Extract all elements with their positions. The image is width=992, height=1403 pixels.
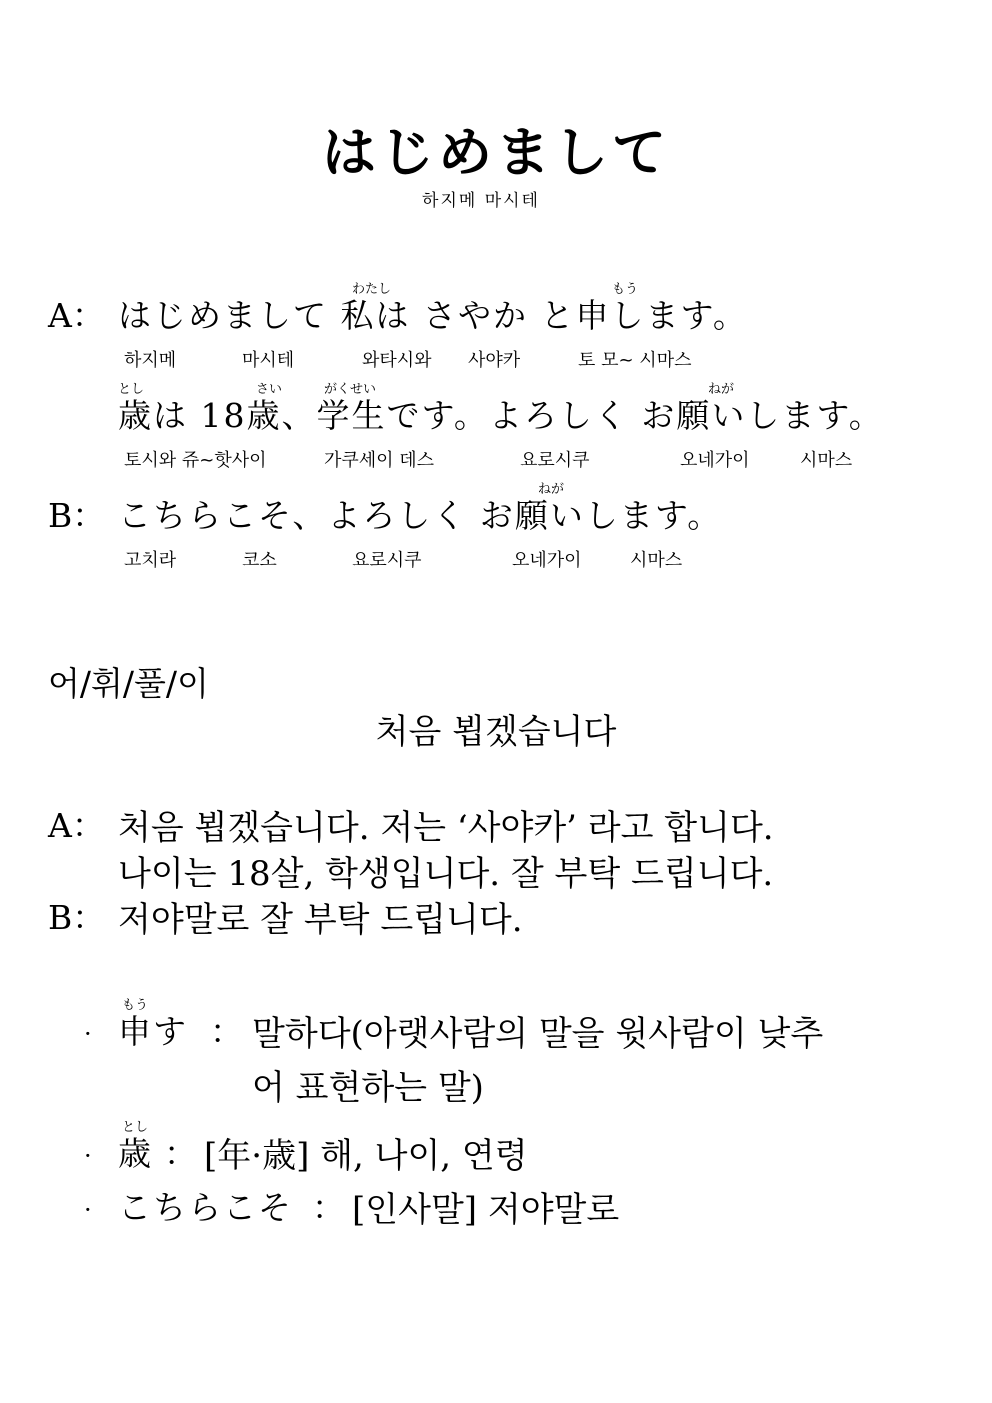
translation-title: 처음 뵙겠습니다 [375, 712, 617, 752]
reading-3e: 시마스 [630, 550, 683, 571]
reading-1c: 와타시와 [362, 350, 432, 371]
reading-3a: 고치라 [124, 550, 177, 571]
note-bullet-3: · [84, 1196, 92, 1224]
speaker-a: A： [48, 296, 105, 335]
note-2-meaning: [年·歳] 해, 나이, 연령 [204, 1136, 528, 1176]
page-subtitle-reading: 하지메 마시테 [422, 191, 540, 211]
note-1-meaning-cont: 어 표현하는 말) [252, 1068, 484, 1108]
dialogue-line-2: 歳は 18歳、学生です。よろしく お願いします。 [118, 396, 884, 435]
note-3-meaning: [인사말] 저야말로 [352, 1190, 620, 1230]
furigana-sai: さい [256, 382, 283, 397]
page-title: はじめまして [322, 120, 670, 184]
furigana-toshi: とし [118, 382, 145, 397]
note-1-furigana: もう [122, 998, 149, 1013]
reading-2d: 오네가이 [680, 450, 750, 471]
furigana-mou: もう [612, 282, 639, 297]
note-1-meaning: 말하다(아랫사람의 말을 윗사람이 낮추 [252, 1014, 824, 1054]
note-2-sep: ： [164, 1134, 197, 1173]
translation-line-3: 저야말로 잘 부탁 드립니다. [118, 900, 523, 940]
reading-2a: 토시와 쥬~핫사이 [124, 450, 267, 471]
speaker-b: B： [48, 496, 106, 535]
reading-2b: 가쿠세이 데스 [324, 450, 435, 471]
reading-1e: 토 모~ 시마스 [578, 350, 692, 371]
note-bullet-1: · [84, 1020, 92, 1048]
note-1-sep: ： [210, 1012, 243, 1051]
reading-2e: 시마스 [800, 450, 853, 471]
dialogue-line-3: こちらこそ、よろしく お願いします。 [118, 496, 723, 535]
furigana-watashi: わたし [352, 282, 392, 297]
dialogue-line-1: はじめまして 私は さやか と申します。 [118, 296, 748, 335]
reading-1a: 하지메 [124, 350, 177, 371]
reading-3d: 오네가이 [512, 550, 582, 571]
translation-line-1: 처음 뵙겠습니다. 저는 ‘사야카’ 라고 합니다. [118, 808, 774, 848]
reading-2c: 요로시쿠 [520, 450, 590, 471]
note-3-term: こちらこそ [118, 1188, 293, 1227]
reading-1b: 마시테 [242, 350, 295, 371]
reading-3b: 코소 [242, 550, 277, 571]
note-1-term: 申す [118, 1012, 188, 1051]
furigana-gakusei: がくせい [324, 382, 377, 397]
tr-speaker-b: B： [48, 898, 106, 937]
reading-3c: 요로시쿠 [352, 550, 422, 571]
translation-line-2: 나이는 18살, 학생입니다. 잘 부탁 드립니다. [118, 854, 774, 894]
reading-1d: 사야카 [468, 350, 521, 371]
note-3-sep: ： [312, 1188, 345, 1227]
furigana-nega: ねが [708, 382, 735, 397]
furigana-nega-2: ねが [538, 482, 565, 497]
vocab-heading: 어/휘/풀/이 [48, 664, 209, 703]
note-2-term: 歳 [118, 1134, 153, 1173]
tr-speaker-a: A： [48, 806, 105, 845]
note-2-furigana: とし [122, 1120, 149, 1135]
note-bullet-2: · [84, 1142, 92, 1170]
